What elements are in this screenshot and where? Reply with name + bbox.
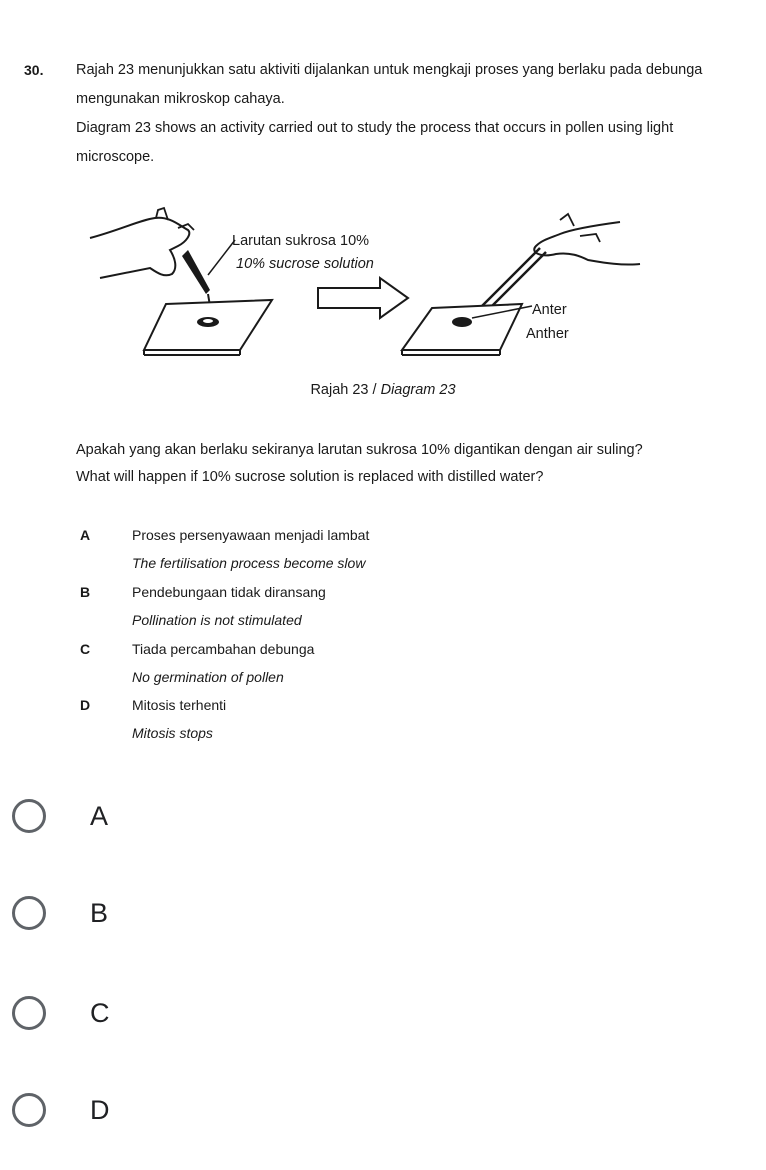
option-text-ms: Proses persenyawaan menjadi lambat — [132, 527, 370, 543]
label-solution-ms: Larutan sukrosa 10% — [232, 233, 370, 249]
option-text-ms: Tiada percambahan debunga — [132, 641, 315, 657]
diagram-caption — [0, 382, 766, 398]
radio-button-icon[interactable] — [12, 799, 46, 833]
option-text-ms: Mitosis terhenti — [132, 697, 227, 713]
answer-label: A — [90, 800, 109, 831]
radio-button-icon[interactable] — [12, 896, 46, 930]
right-hand-illustration — [534, 222, 640, 265]
answer-option-d[interactable] — [12, 1086, 110, 1134]
question-number: 30. — [24, 62, 44, 78]
label-anther-ms: Anter — [532, 302, 567, 318]
label-solution-en: 10% sucrose solution — [236, 256, 374, 272]
option-letter: C — [80, 641, 91, 657]
answer-label: D — [90, 1094, 110, 1125]
question-stem-en: Diagram 23 shows an activity carried out to study the process that occurs in pollen using light microscope. — [76, 120, 674, 165]
answer-label: B — [90, 897, 109, 928]
question-stem-ms: Rajah 23 menunjukkan satu aktiviti dijalankan untuk mengkaji proses yang berlaku pada debunga mengunakan mikroskop cahaya. — [76, 62, 703, 107]
diagram-23 — [60, 190, 700, 360]
left-hand-illustration — [90, 218, 189, 278]
answer-option-a[interactable] — [12, 792, 108, 840]
dropper-illustration — [182, 250, 210, 294]
option-letter: B — [80, 584, 91, 600]
option-text-en: The fertilisation process become slow — [132, 555, 366, 571]
option-text-en: Mitosis stops — [132, 725, 213, 741]
option-letter: D — [80, 697, 91, 713]
answer-label: C — [90, 997, 110, 1028]
option-text-en: No germination of pollen — [132, 669, 284, 685]
caption-ms: Rajah 23 / — [310, 382, 377, 398]
radio-button-icon[interactable] — [12, 1093, 46, 1127]
anther-on-slide — [452, 317, 472, 327]
option-text-en: Pollination is not stimulated — [132, 612, 302, 628]
caption-en: Diagram 23 — [380, 382, 456, 398]
radio-button-icon[interactable] — [12, 996, 46, 1030]
answer-option-b[interactable] — [12, 889, 108, 937]
answer-option-c[interactable] — [12, 989, 110, 1037]
option-letter: A — [80, 527, 91, 543]
question-ask-en: What will happen if 10% sucrose solution is replaced with distilled water? — [76, 469, 544, 485]
label-anther-en: Anther — [526, 326, 569, 342]
arrow-icon — [318, 278, 408, 318]
option-text-ms: Pendebungaan tidak diransang — [132, 584, 326, 600]
question-ask-ms: Apakah yang akan berlaku sekiranya larutan sukrosa 10% digantikan dengan air suling? — [76, 442, 643, 458]
